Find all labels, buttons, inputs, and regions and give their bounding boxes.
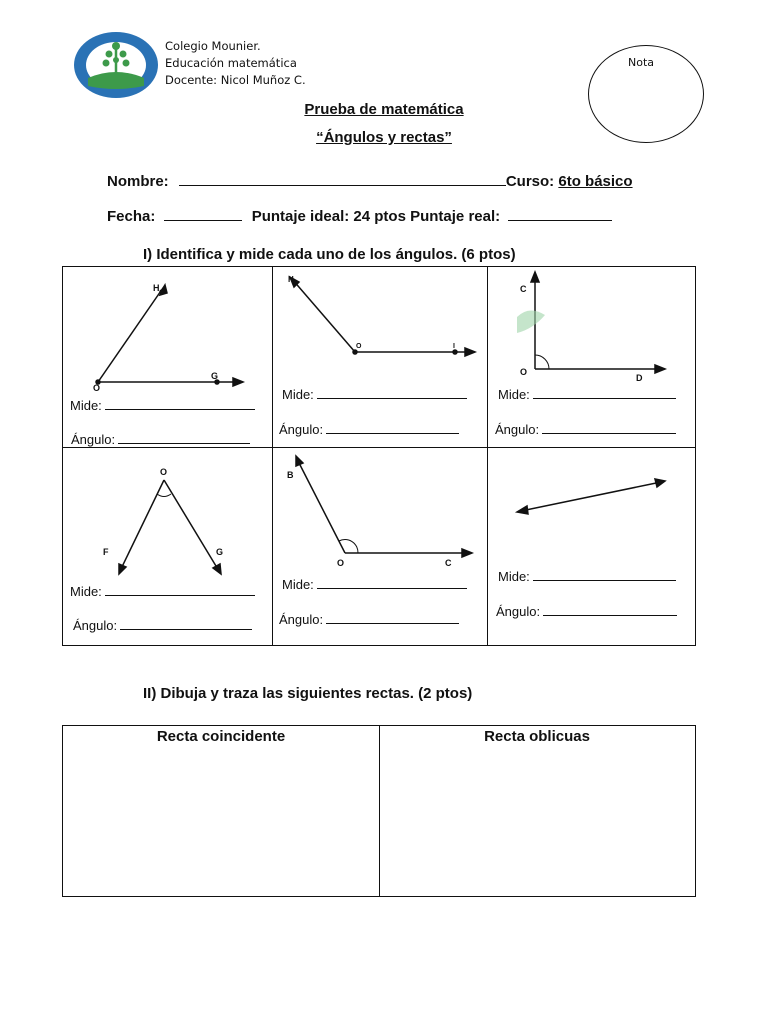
angle-label: Ángulo: [279,422,324,437]
ideal-score-label: Puntaje ideal: [251,208,350,225]
measure-field[interactable] [105,397,255,410]
figure-3-point-b: D [636,373,643,383]
figure-3-vertex: O [520,367,528,377]
figure-4-angle [73,617,252,633]
real-score-label: Puntaje real: [410,208,501,225]
figure-4-measure [70,583,255,599]
angle-figure-3 [487,267,695,447]
figure-5-angle [279,611,459,627]
figure-5-point-a: B [287,470,294,480]
figure-2-point-b: I [453,343,455,350]
figure-5-measure [282,576,467,592]
angle-label: Ángulo: [73,618,118,633]
figure-1-vertex: O [93,383,101,393]
measure-field[interactable] [533,568,676,581]
figure-1-point-a: H [153,283,160,293]
section-2-instruction: Dibuja y traza las siguientes rectas. (2 ptos) [160,685,473,702]
figure-3-measure [498,386,676,402]
coincident-drawing-area[interactable] [63,750,379,896]
figure-1-angle [71,431,250,447]
angle-field[interactable] [543,603,677,616]
page-title: Prueba de matemática [304,101,464,118]
name-row [107,171,633,190]
measure-label: Mide: [498,387,530,402]
figure-2-vertex: O [356,343,362,350]
figure-4-point-a: F [103,547,109,557]
figure-1-point-b: G [211,371,219,381]
date-label: Fecha: [107,208,156,225]
lines-table [62,725,696,897]
angle-label: Ángulo: [279,612,324,627]
measure-field[interactable] [533,386,676,399]
figure-2-point-a: H [288,275,294,284]
figure-1-measure [70,397,255,413]
teacher-name: Docente: Nicol Muñoz C. [165,73,306,87]
measure-label: Mide: [282,387,314,402]
score-row [107,206,612,225]
angles-grid [62,266,696,646]
colegio-mounier-seal-icon [72,30,160,100]
school-info [165,38,306,89]
angle-field[interactable] [118,431,250,444]
date-field[interactable] [164,206,242,221]
angle-label: Ángulo: [71,432,116,447]
figure-5-vertex: O [337,558,345,568]
measure-field[interactable] [317,386,467,399]
section-1-heading [143,246,516,263]
figure-2-angle [279,421,459,437]
school-name: Colegio Mounier. [165,39,261,53]
section-1-instruction: Identifica y mide cada uno de los ángulos. (6 ptos) [156,246,516,263]
real-score-field[interactable] [508,206,612,221]
measure-label: Mide: [282,577,314,592]
angle-field[interactable] [120,617,252,630]
angle-figure-1 [63,267,273,447]
section-1-number: I) [143,246,153,263]
course-value: 6to básico [558,173,633,190]
oblique-line-header: Recta oblicuas [484,728,590,745]
figure-6-angle [496,603,677,619]
angle-field[interactable] [326,421,459,434]
angle-figure-2 [272,267,487,447]
measure-field[interactable] [317,576,467,589]
angle-figure-4 [63,447,273,645]
course-label: Curso: [505,173,555,190]
name-field[interactable] [179,171,506,186]
angle-label: Ángulo: [496,604,541,619]
coincident-line-header: Recta coincidente [156,728,286,745]
section-2-heading [143,685,472,702]
page-subtitle: “Ángulos y rectas” [316,129,452,146]
angle-field[interactable] [542,421,676,434]
ideal-score-value: 24 ptos [353,208,406,225]
oblique-drawing-area[interactable] [379,750,695,896]
angle-field[interactable] [326,611,459,624]
figure-3-point-a: C [520,284,527,294]
section-2-number: II) [143,685,157,702]
grade-box-label: Nota [628,56,655,69]
measure-label: Mide: [70,584,102,599]
measure-field[interactable] [105,583,255,596]
measure-label: Mide: [498,569,530,584]
subject-name: Educación matemática [165,56,297,70]
figure-5-point-b: C [445,558,452,568]
figure-4-vertex: O [160,467,168,477]
figure-2-measure [282,386,467,402]
angle-label: Ángulo: [495,422,540,437]
name-label: Nombre: [107,173,169,190]
measure-label: Mide: [70,398,102,413]
figure-4-point-b: G [216,547,224,557]
figure-6-measure [498,568,676,584]
figure-3-angle [495,421,676,437]
